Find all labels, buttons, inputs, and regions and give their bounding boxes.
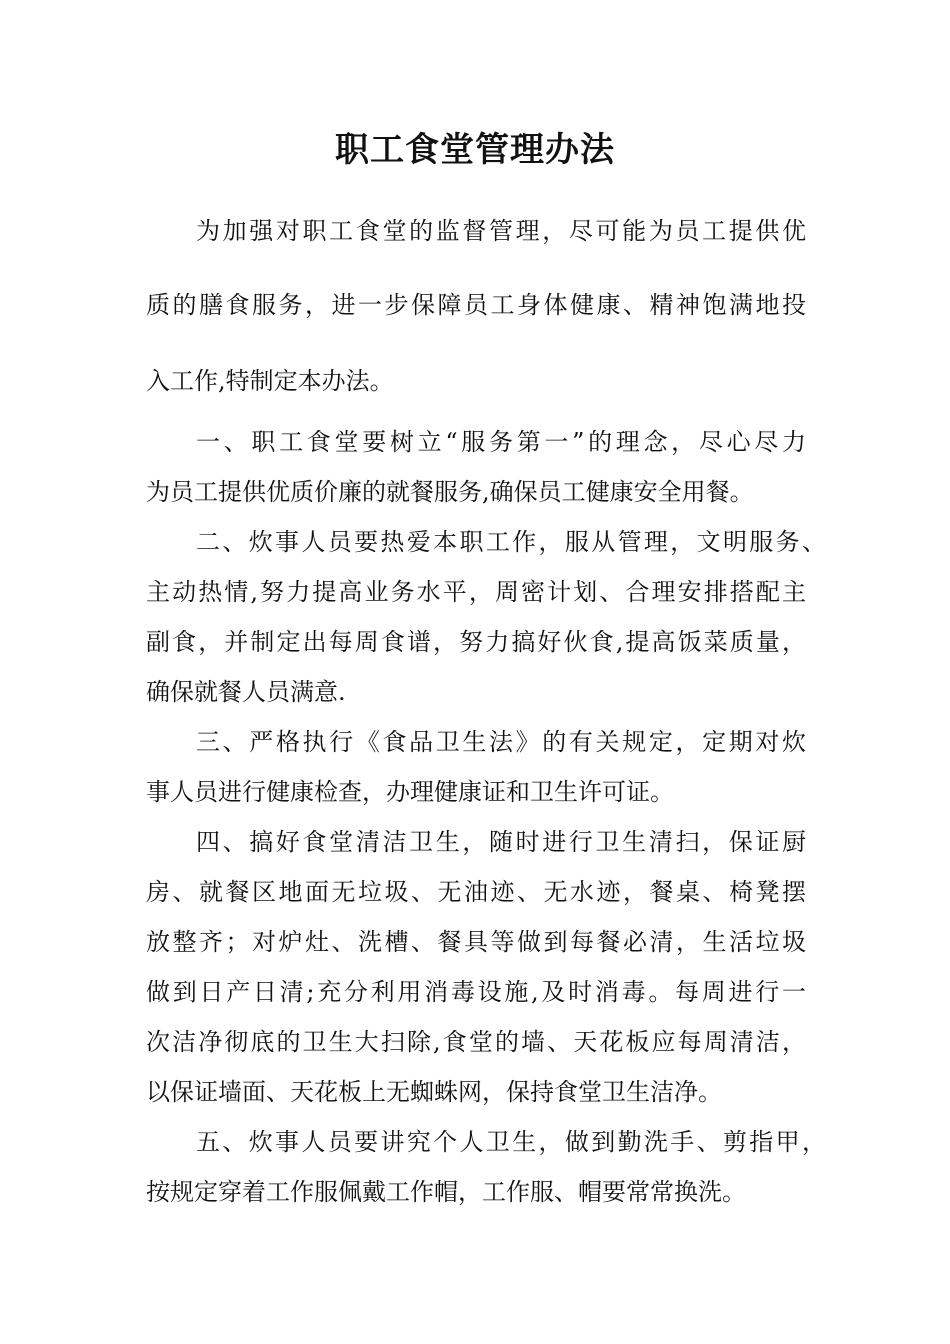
intro-line-2: 质的膳食服务，进一步保障员工身体健康、精神饱满地投 <box>146 291 809 319</box>
section-4-line-5: 次洁净彻底的卫生大扫除,食堂的墙、天花板应每周清洁， <box>146 1028 809 1056</box>
section-3-line-1: 三、严格执行《食品卫生法》的有关规定，定期对炊 <box>196 728 809 756</box>
section-2-line-4: 确保就餐人员满意. <box>146 678 346 706</box>
section-4-line-1: 四、搞好食堂清洁卫生，随时进行卫生清扫，保证厨 <box>196 828 809 856</box>
intro-line-1: 为加强对职工食堂的监督管理，尽可能为员工提供优 <box>196 217 809 245</box>
section-2-line-3: 副食，并制定出每周食谱，努力搞好伙食,提高饭菜质量， <box>146 628 809 656</box>
section-2-line-1: 二、炊事人员要热爱本职工作，服从管理，文明服务、 <box>196 528 829 556</box>
section-4-line-6: 以保证墙面、天花板上无蜘蛛网，保持食堂卫生洁净。 <box>146 1078 722 1106</box>
section-1-line-1: 一、职工食堂要树立“服务第一”的理念，尽心尽力 <box>196 428 810 456</box>
section-4-line-2: 房、就餐区地面无垃圾、无油迹、无水迹，餐桌、椅凳摆 <box>146 878 809 906</box>
document-title: 职工食堂管理办法 <box>335 130 615 170</box>
section-4-line-3: 放整齐；对炉灶、洗槽、餐具等做到每餐必清，生活垃圾 <box>146 928 809 956</box>
section-5-line-2: 按规定穿着工作服佩戴工作帽，工作服、帽要常常换洗。 <box>146 1178 746 1206</box>
section-4-line-4: 做到日产日清;充分利用消毒设施,及时消毒。每周进行一 <box>146 978 809 1006</box>
section-3-line-2: 事人员进行健康检查，办理健康证和卫生许可证。 <box>146 778 674 806</box>
section-5-line-1: 五、炊事人员要讲究个人卫生，做到勤洗手、剪指甲， <box>196 1128 829 1156</box>
intro-line-3: 入工作,特制定本办法。 <box>146 367 394 395</box>
section-2-line-2: 主动热情,努力提高业务水平，周密计划、合理安排搭配主 <box>146 578 809 606</box>
section-1-line-2: 为员工提供优质价廉的就餐服务,确保员工健康安全用餐。 <box>146 478 754 506</box>
